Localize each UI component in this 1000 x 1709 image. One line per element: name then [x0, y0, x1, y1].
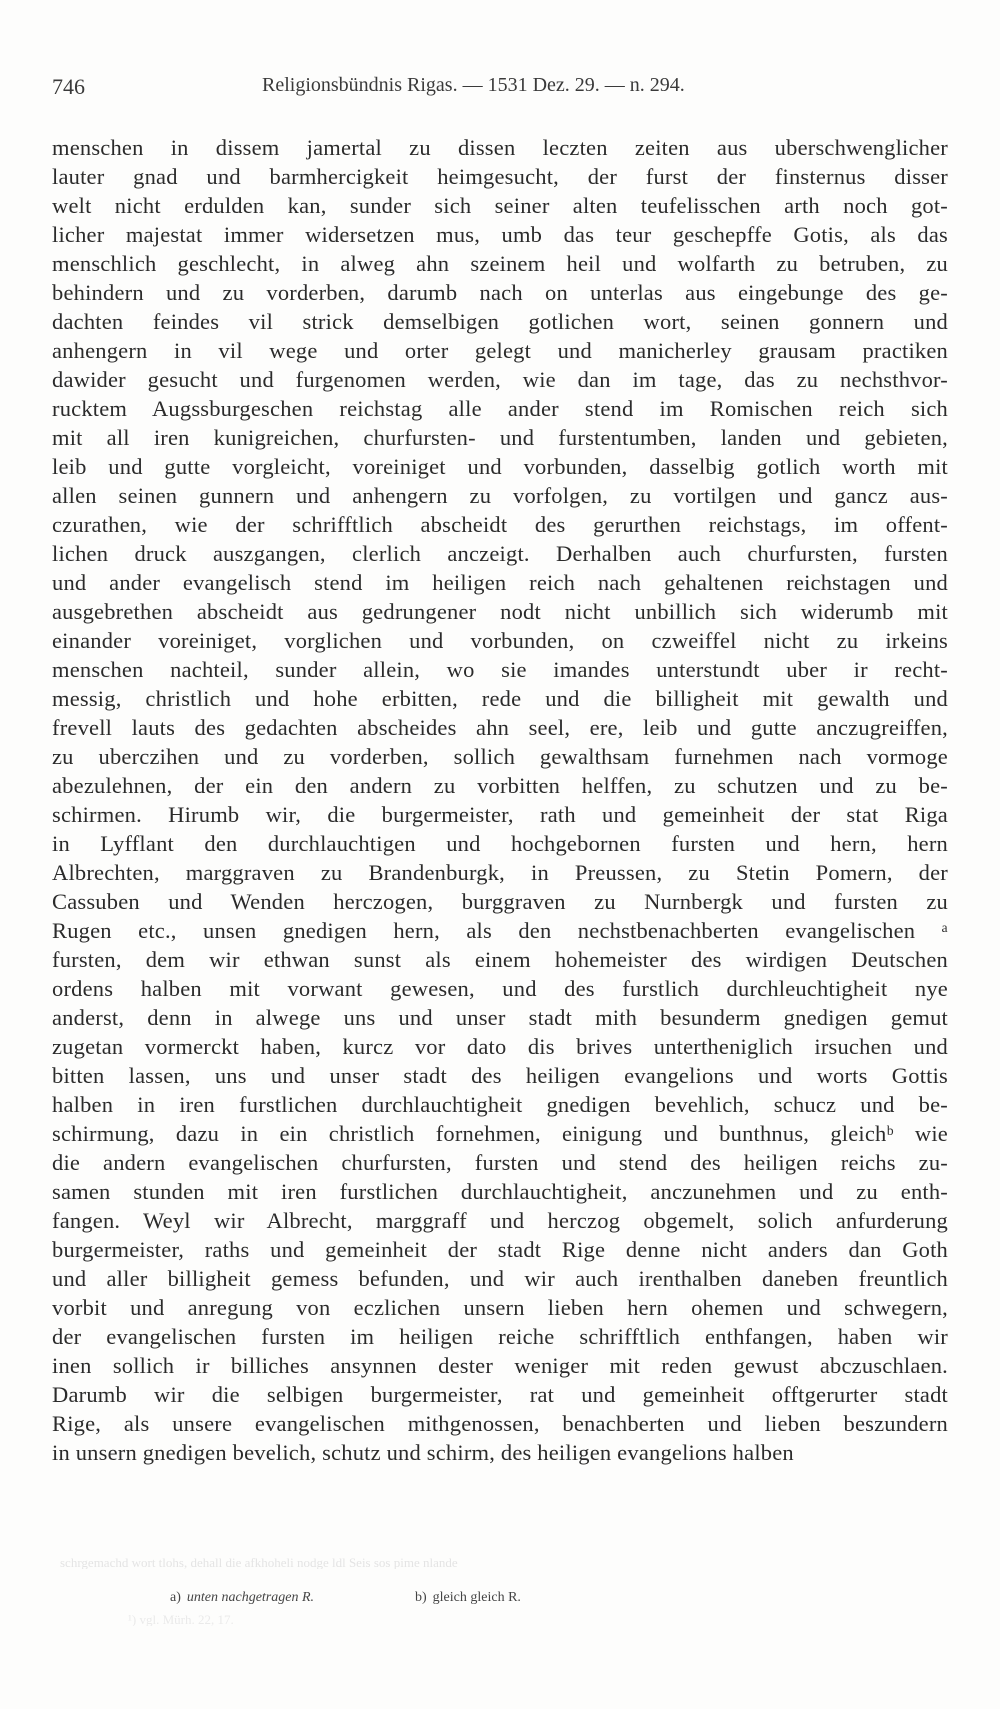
text-line: rucktem Augssburgeschen reichstag alle ander stend im Romischen reich sich — [52, 396, 948, 421]
footnote-a-label: a) — [170, 1590, 181, 1605]
text-line: Cassuben und Wenden herczogen, burggraven zu Nurnbergk und fursten zu — [52, 889, 948, 914]
running-title: Religionsbündnis Rigas. — 1531 Dez. 29. — n. 294. — [262, 74, 685, 96]
text-line: menschen nachteil, sunder allein, wo sie imandes unterstundt uber ir recht- — [52, 657, 948, 682]
footnote-b — [415, 1590, 521, 1606]
text-line: in Lyfflant den durchlauchtigen und hochgebornen fursten und hern, hern — [52, 831, 948, 856]
text-line: Darumb wir die selbigen burgermeister, rat und gemeinheit offtgerurter stadt — [52, 1382, 948, 1407]
footnote-a — [170, 1590, 314, 1606]
text-line: und aller billigheit gemess befunden, und wir auch irenthalben daneben freuntlich — [52, 1266, 948, 1291]
footnotes — [170, 1590, 770, 1614]
text-line: bitten lassen, uns und unser stadt des heiligen evangelions und worts Gottis — [52, 1063, 948, 1088]
text-line: welt nicht erdulden kan, sunder sich seiner alten teufelisschen arth noch got- — [52, 193, 948, 218]
text-line: allen seinen gunnern und anhengern zu vorfolgen, zu vortilgen und gancz aus- — [52, 483, 948, 508]
text-line: messig, christlich und hohe erbitten, rede und die billigheit mit gewalth und — [52, 686, 948, 711]
text-line: dawider gesucht und furgenomen werden, wie dan im tage, das zu nechsthvor- — [52, 367, 948, 392]
text-line: ausgebrethen abscheidt aus gedrungener nodt nicht unbillich sich widerumb mit — [52, 599, 948, 624]
text-line: leib und gutte vorgleicht, voreiniget und vorbunden, dasselbig gotlich worth mit — [52, 454, 948, 479]
text-line: fangen. Weyl wir Albrecht, marggraff und herczog obgemelt, solich anfurderung — [52, 1208, 948, 1233]
bleed-through-footnote: ¹) vgl. Mürh. 22, 17. — [128, 1612, 234, 1626]
text-line: ordens halben mit vorwant gewesen, und des furstlich durchleuchtigheit nye — [52, 976, 948, 1001]
text-line: fursten, dem wir ethwan sunst als einem hohemeister des wirdigen Deutschen — [52, 947, 948, 972]
text-line: samen stunden mit iren furstlichen durchlauchtigheit, anczunehmen und zu enth- — [52, 1179, 948, 1204]
text-line: halben in iren furstlichen durchlauchtigheit gnedigen bevehlich, schucz und be- — [52, 1092, 948, 1117]
text-line: einander voreiniget, vorglichen und vorbunden, on czweiffel nicht zu irkeins — [52, 628, 948, 653]
text-line: inen sollich ir billiches ansynnen dester weniger mit reden gewust abczuschlaen. — [52, 1353, 948, 1378]
text-line: in unsern gnedigen bevelich, schutz und schirm, des heiligen evangelions halben — [52, 1440, 794, 1465]
text-line: Albrechten, marggraven zu Brandenburgk, in Preussen, zu Stetin Pomern, der — [52, 860, 948, 885]
text-line: lauter gnad und barmhercigkeit heimgesucht, der furst der finsternus disser — [52, 164, 948, 189]
text-line: zugetan vormerckt haben, kurcz vor dato dis brives untertheniglich irsuchen und — [52, 1034, 948, 1059]
bleed-through-text: schrgemachd wort tlohs, dehall die afkhoheli nodge ldl Seis sos pime nlande — [60, 1555, 458, 1569]
footnote-b-text: gleich gleich R. — [432, 1590, 521, 1605]
text-line: frevell lauts des gedachten abscheides ahn seel, ere, leib und gutte anczugreiffen, — [52, 715, 948, 740]
text-line: mit all iren kunigreichen, churfursten- und furstentumben, landen und gebieten, — [52, 425, 948, 450]
text-line: lichen druck auszgangen, clerlich anczeigt. Derhalben auch churfursten, fursten — [52, 541, 948, 566]
text-line: vorbit und anregung von eczlichen unsern lieben hern ohemen und schwegern, — [52, 1295, 948, 1320]
page-number: 746 — [52, 74, 85, 99]
text-line: czurathen, wie der schrifftlich abscheidt des gerurthen reichstags, im offent- — [52, 512, 948, 537]
text-line: Rugen etc., unsen gnedigen hern, als den nechstbenachberten evangelischen ᵃ — [52, 918, 948, 943]
footnote-b-label: b) — [415, 1590, 427, 1605]
body-text — [52, 133, 948, 1467]
text-line: anderst, denn in alwege uns und unser stadt mith besunderm gnedigen gemut — [52, 1005, 948, 1030]
text-line: die andern evangelischen churfursten, fursten und stend des heiligen reichs zu- — [52, 1150, 948, 1175]
text-line: licher majestat immer widersetzen mus, umb das teur geschepffe Gotis, als das — [52, 222, 948, 247]
text-line: menschlich geschlecht, in alweg ahn szeinem heil und wolfarth zu betruben, zu — [52, 251, 948, 276]
text-line: dachten feindes vil strick demselbigen gotlichen wort, seinen gonnern und — [52, 309, 948, 334]
text-line: behindern und zu vorderben, darumb nach on unterlas aus eingebunge des ge- — [52, 280, 948, 305]
text-line: zu uberczihen und zu vorderben, sollich gewalthsam furnehmen nach vormoge — [52, 744, 948, 769]
text-line: und ander evangelisch stend im heiligen reich nach gehaltenen reichstagen und — [52, 570, 948, 595]
text-line: schirmen. Hirumb wir, die burgermeister, rath und gemeinheit der stat Riga — [52, 802, 948, 827]
text-line: Rige, als unsere evangelischen mithgenossen, benachberten und lieben beszundern — [52, 1411, 948, 1436]
footnote-a-text: unten nachgetragen R. — [186, 1590, 315, 1605]
text-line: menschen in dissem jamertal zu dissen leczten zeiten aus uberschwenglicher — [52, 135, 948, 160]
text-line: anhengern in vil wege und orter gelegt und manicherley grausam practiken — [52, 338, 948, 363]
page-header — [52, 74, 752, 102]
text-line: schirmung, dazu in ein christlich fornehmen, einigung und bunthnus, gleichᵇ wie — [52, 1121, 948, 1146]
text-line: der evangelischen fursten im heiligen reiche schrifftlich enthfangen, haben wir — [52, 1324, 948, 1349]
text-line: burgermeister, raths und gemeinheit der stadt Rige denne nicht anders dan Goth — [52, 1237, 948, 1262]
text-line: abezulehnen, der ein den andern zu vorbitten helffen, zu schutzen und zu be- — [52, 773, 948, 798]
